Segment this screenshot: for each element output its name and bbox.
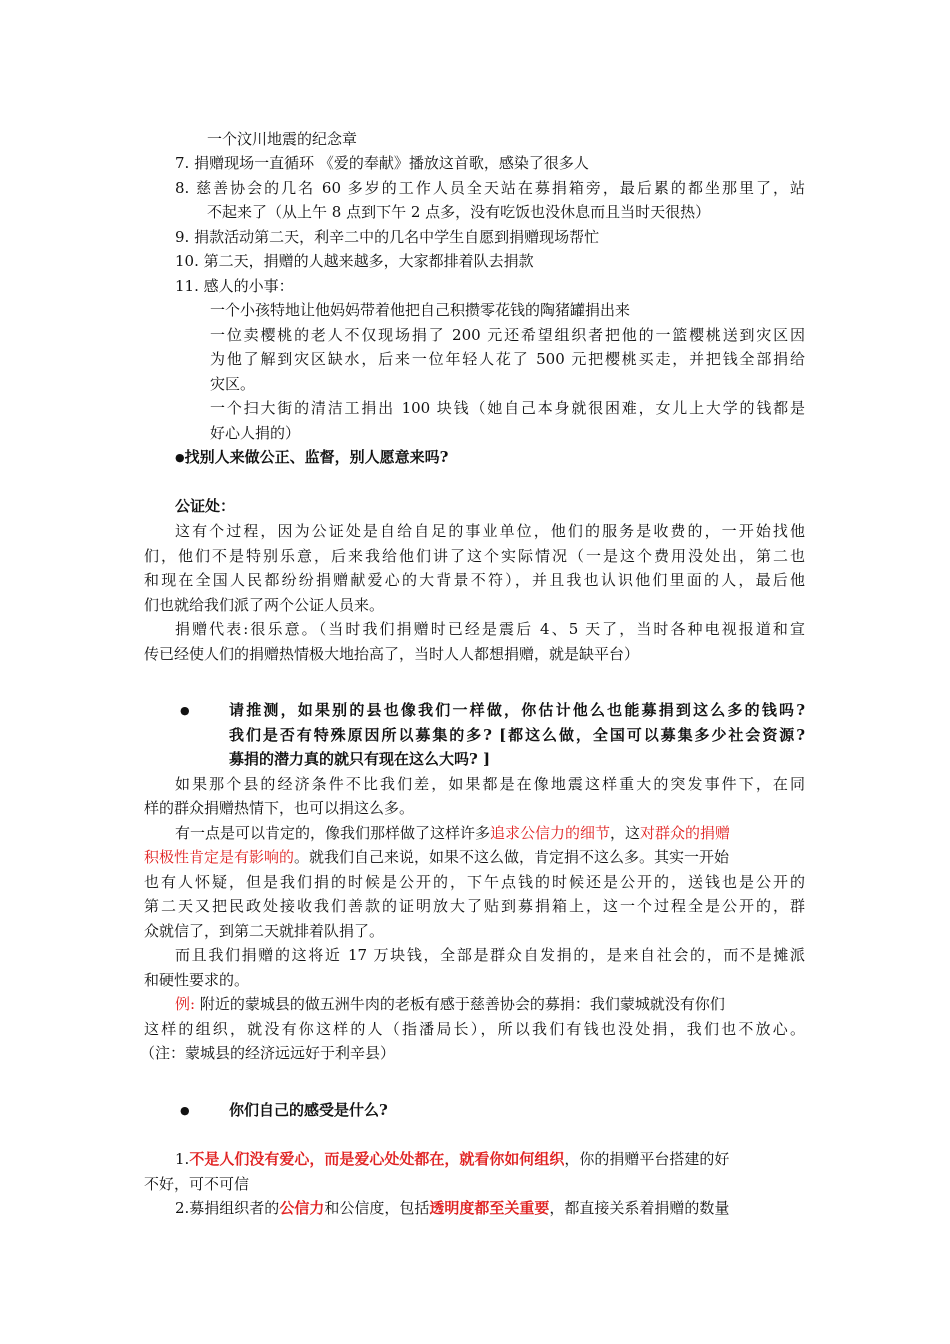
list-item-9: 9. 捐款活动第二天，利辛二中的几名中学生自愿到捐赠现场帮忙 [175,228,600,246]
list-item-10: 10. 第二天，捐赠的人越来越多，大家都排着队去捐款 [175,252,534,270]
notary-p1-line4: 们也就给我们派了两个公证人员来。 [144,596,385,614]
answer2-p2-text: ，这 [610,824,641,842]
highlight-effect-on-donors: 对群众的捐赠 [640,824,731,842]
question-1 [175,445,448,471]
answer3-item2-line1 [175,1196,729,1220]
notary-p1-line3: 和现在全国人民都纷纷捐赠献爱心的大背景不符），并且我也认识他们里面的人，最后他 [144,571,805,589]
answer3-item1-line1 [175,1147,729,1171]
answer2-p2-line5: 众就信了，到第二天就排着队捐了。 [144,922,385,940]
answer3-item1-number: 1. [175,1150,190,1168]
answer2-p2-line3: 也有人怀疑，但是我们捐的时候是公开的，下午点钱的时候还是公开的，送钱也是公开的 [144,873,805,891]
answer2-p2-line4: 第二天又把民政处接收我们善款的证明放大了贴到募捐箱上，这一个过程全是公开的，群 [144,897,805,915]
notary-p2-line2: 传已经使人们的捐赠热情极大地抬高了，当时人人都想捐赠，就是缺平台） [144,645,640,663]
bullet-icon: ● [175,451,185,464]
answer3-item1-line2: 不好，可不可信 [144,1175,250,1193]
answer2-p1-line2: 样的群众捐赠热情下，也可以捐这么多。 [144,799,415,817]
bullet-icon: ● [180,1104,190,1117]
question-2-bullet [180,698,190,724]
list-item-11: 11. 感人的小事： [175,277,294,295]
highlight-enthusiasm: 积极性肯定是有影响的 [144,848,295,866]
story-3-line1: 一个扫大街的清洁工捐出 100 块钱（她自己本身就很困难，女儿上大学的钱都是 [210,399,805,417]
answer2-p1-line1: 如果那个县的经济条件不比我们差，如果都是在像地震这样重大的突发事件下，在同 [175,775,805,793]
bullet-icon: ● [180,704,190,717]
answer2-p2-text: 。就我们自己来说，如果不这么做，肯定捐不这么多。其实一开始 [294,848,730,866]
question-2-line2: 我们是否有特殊原因所以募集的多? [都这么做，全国可以募集多少社会资源? [229,726,805,744]
example-text: 附近的蒙城县的做五洲牛肉的老板有感于慈善协会的募捐：我们蒙城就没有你们 [195,995,725,1013]
answer2-p3-line1: 而且我们捐赠的这将近 17 万块钱，全部是群众自发捐的，是来自社会的，而不是摊派 [175,946,805,964]
question-1-text: 找别人来做公正、监督，别人愿意来吗? [184,448,449,466]
example-line1 [175,992,725,1016]
answer3-item1-text: ，你的捐赠平台搭建的好 [564,1150,730,1168]
story-2-line2: 为他了解到灾区缺水，后来一位年轻人花了 500 元把樱桃买走，并把钱全部捐给 [210,350,805,368]
story-3-line2: 好心人捐的） [210,424,301,442]
list-item-continuation: 一个汶川地震的纪念章 [207,130,358,148]
highlight-transparency: 透明度都至关重要 [429,1199,550,1217]
question-3-bullet [180,1098,190,1124]
list-item-7: 7. 捐赠现场一直循环 《爱的奉献》播放这首歌，感染了很多人 [175,154,589,172]
highlight-credibility: 公信力 [279,1199,325,1217]
story-2-line3: 灾区。 [210,375,256,393]
example-label: 例: [175,995,196,1013]
question-2-line1: 请推测，如果别的县也像我们一样做，你估计他么也能募捐到这么多的钱吗? [229,701,805,719]
story-2-line1: 一位卖樱桃的老人不仅现场捐了 200 元还希望组织者把他的一篮樱桃送到灾区因 [210,326,805,344]
answer2-p2-line1 [175,821,730,845]
example-note: （注：蒙城县的经济远远好于利辛县） [140,1044,396,1062]
highlight-love-everywhere: 不是人们没有爱心，而是爱心处处都在，就看你如何组织 [189,1150,565,1168]
list-item-8-line1: 8. 慈善协会的几名 60 多岁的工作人员全天站在募捐箱旁，最后累的都坐那里了，站 [175,179,805,197]
notary-p1-line2: 们，他们不是特别乐意，后来我给他们讲了这个实际情况（一是这个费用没处出，第二也 [144,547,805,565]
answer3-item2-text: ，都直接关系着捐赠的数量 [549,1199,730,1217]
question-3-text: 你们自己的感受是什么? [229,1101,388,1119]
answer3-item2-text: 和公信度，包括 [324,1199,430,1217]
highlight-credibility-details: 追求公信力的细节 [490,824,611,842]
notary-heading: 公证处： [175,497,236,515]
answer2-p2-text: 有一点是可以肯定的，像我们那样做了这样许多 [175,824,491,842]
notary-p1-line1: 这有个过程，因为公证处是自给自足的事业单位，他们的服务是收费的，一开始找他 [175,522,805,540]
story-1: 一个小孩特地让他妈妈带着他把自己积攒零花钱的陶猪罐捐出来 [210,301,631,319]
answer2-p3-line2: 和硬性要求的。 [144,971,250,989]
list-item-8-line2: 不起来了（从上午 8 点到下午 2 点多，没有吃饭也没休息而且当时天很热） [207,203,711,221]
answer2-p2-line2 [144,845,729,869]
question-2-line3: 募捐的潜力真的就只有现在这么大吗? ] [229,750,491,768]
answer3-item2-text: 2.募捐组织者的 [175,1199,280,1217]
notary-p2-line1: 捐赠代表:很乐意。（当时我们捐赠时已经是震后 4、5 天了，当时各种电视报道和宣 [175,620,805,638]
example-line2: 这样的组织，就没有你这样的人（指潘局长），所以我们有钱也没处捐，我们也不放心。 [144,1020,805,1038]
